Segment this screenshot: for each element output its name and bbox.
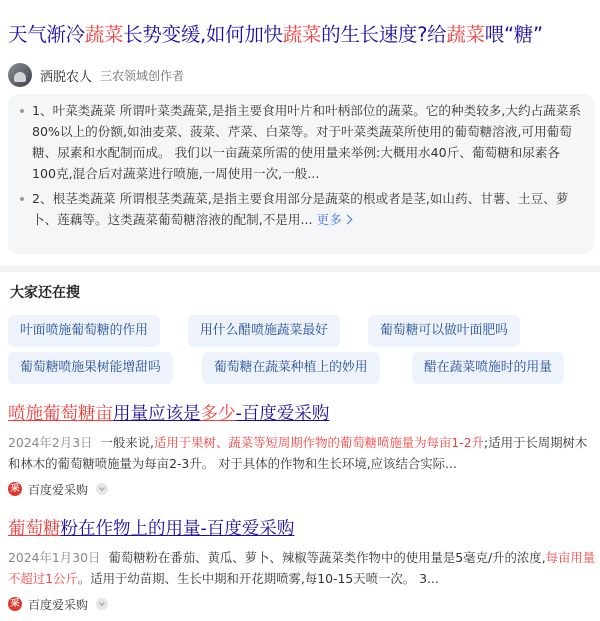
source-name[interactable]: 百度爱采购 — [28, 597, 89, 612]
related-chip[interactable]: 醋在蔬菜喷施时的用量 — [412, 352, 564, 384]
result-title[interactable] — [8, 516, 596, 542]
highlighted-text: 每亩用量不超过1公斤 — [8, 550, 596, 586]
text-segment: ;适用于长周期树木和林木的葡萄糖喷施量为每亩2-3升。 对于具体的作物和生长环境,应该结合实际... — [8, 435, 588, 471]
text-segment[interactable]: 天气渐冷 — [8, 23, 85, 46]
result-source[interactable] — [8, 595, 596, 613]
highlighted-text[interactable]: 蔬菜 — [282, 23, 322, 46]
more-link[interactable] — [317, 212, 351, 227]
related-chip[interactable]: 葡萄糖在蔬菜种植上的妙用 — [202, 352, 380, 384]
source-logo-icon: 采 — [8, 482, 22, 496]
source-name[interactable]: 百度爱采购 — [28, 482, 89, 497]
highlighted-text[interactable]: 蔬菜 — [446, 23, 485, 46]
result-snippet — [8, 547, 596, 589]
chevron-down-icon[interactable] — [96, 598, 108, 610]
author-badge: 三农领域创作者 — [100, 68, 185, 83]
highlighted-text[interactable]: 葡萄糖 — [8, 519, 61, 539]
related-chip[interactable]: 用什么醋喷施蔬菜最好 — [188, 315, 340, 347]
summary-point-text: 1、叶菜类蔬菜 所谓叶菜类蔬菜,是指主要食用叶片和叶柄部位的蔬菜。它的种类较多,大约占蔬菜系80%以上的份额,如油麦菜、菠菜、芹菜、白菜等。对于叶菜类蔬菜所使用的葡萄糖溶液,可用葡萄糖、尿素和水配制而成。 我们以一亩蔬菜所需的使用量来举例:大概用水40斤、葡萄糖和尿素各100克,混合后对蔬菜进行喷施,一周使用一次,一般... — [32, 103, 581, 181]
avatar[interactable] — [8, 63, 32, 87]
text-segment: 葡萄糖粉在番茄、黄瓜、萝卜、辣椒等蔬菜类作物中的使用量是5毫克/升的浓度, — [108, 550, 546, 565]
result-snippet-text — [8, 435, 587, 471]
text-segment: 一般来说, — [100, 435, 154, 450]
summary-point — [32, 100, 584, 184]
summary-box — [8, 94, 594, 254]
result-snippet — [8, 432, 596, 474]
highlighted-text[interactable]: 蔬菜 — [84, 23, 124, 46]
search-result — [8, 516, 596, 613]
article-title[interactable] — [8, 20, 543, 50]
related-chip[interactable]: 葡萄糖可以做叶面肥吗 — [368, 315, 520, 347]
chevron-down-icon[interactable] — [96, 483, 108, 495]
more-label[interactable]: 更多 — [316, 212, 342, 227]
result-date: 2024年1月30日 — [8, 550, 101, 565]
result-source[interactable] — [8, 480, 596, 498]
source-logo-icon: 采 — [8, 597, 22, 611]
text-segment: 。适用于幼苗期、生长中期和开花期喷雾,每10-15天喷一次。 3... — [77, 571, 439, 586]
related-chip[interactable]: 叶面喷施葡萄糖的作用 — [8, 315, 160, 347]
text-segment[interactable]: 长势变缓,如何加快 — [123, 23, 283, 46]
section-divider — [0, 266, 600, 272]
author-name[interactable]: 洒脱农人 — [40, 69, 93, 85]
answer-card — [0, 0, 600, 262]
chevron-right-icon — [342, 215, 352, 225]
text-segment[interactable]: 用量应该是 — [113, 404, 201, 424]
text-segment[interactable]: 喂“糖” — [484, 23, 543, 46]
text-segment[interactable]: -百度爱采购 — [235, 404, 330, 424]
highlighted-text[interactable]: 喷施葡萄糖亩 — [8, 404, 113, 424]
result-date: 2024年2月3日 — [8, 435, 93, 450]
summary-point-text: 2、根茎类蔬菜 所谓根茎类蔬菜,是指主要食用部分是蔬菜的根或者是茎,如山药、甘薯、土豆、萝卜、莲藕等。这类蔬菜葡萄糖溶液的配制,不是用... — [32, 191, 569, 227]
highlighted-text: 适用于果树、蔬菜等短周期作物的葡萄糖喷施量为每亩1-2升 — [154, 435, 485, 450]
text-segment[interactable]: 的生长速度?给 — [321, 23, 447, 46]
related-searches-title: 大家还在搜 — [10, 285, 80, 301]
result-title[interactable] — [8, 401, 596, 427]
search-result — [8, 401, 596, 498]
text-segment[interactable]: 粉在作物上的用量-百度爱采购 — [60, 519, 295, 539]
author-row[interactable] — [8, 62, 184, 88]
highlighted-text[interactable]: 多少 — [200, 404, 236, 424]
related-chip[interactable]: 葡萄糖喷施果树能增甜吗 — [8, 352, 173, 384]
summary-point — [32, 188, 584, 230]
